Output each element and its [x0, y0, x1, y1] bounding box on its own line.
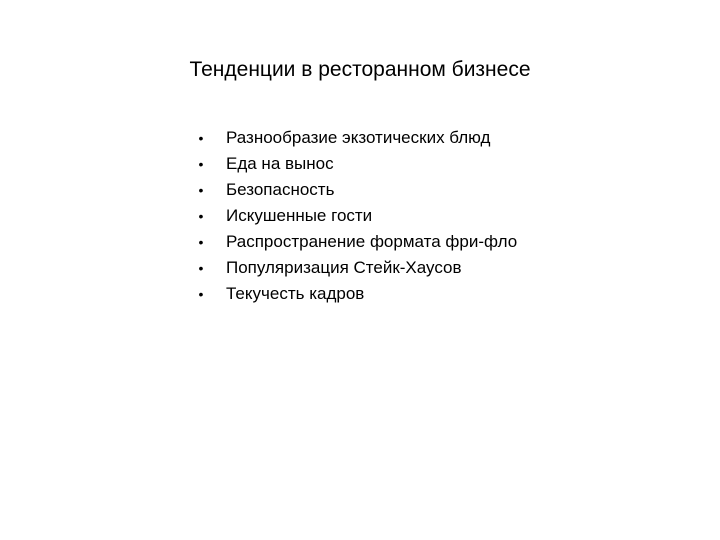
list-item-text: Искушенные гости: [226, 206, 373, 225]
list-item-text: Еда на вынос: [226, 154, 334, 173]
slide-title: Тенденции в ресторанном бизнесе: [189, 58, 531, 81]
bullet-icon: •: [198, 156, 204, 172]
bullet-icon: •: [198, 234, 204, 250]
list-item-text: Популяризация Стейк-Хаусов: [226, 258, 462, 277]
list-item-text: Разнообразие экзотических блюд: [226, 128, 491, 147]
bullet-icon: •: [198, 260, 204, 276]
list-item-text: Безопасность: [226, 180, 335, 199]
list-item-text: Распространение формата фри-фло: [226, 232, 518, 251]
list-item-text: Текучесть кадров: [226, 284, 365, 303]
bullet-icon: •: [198, 286, 204, 302]
bullet-icon: •: [198, 182, 204, 198]
bullet-icon: •: [198, 208, 204, 224]
bullet-icon: •: [198, 130, 204, 146]
